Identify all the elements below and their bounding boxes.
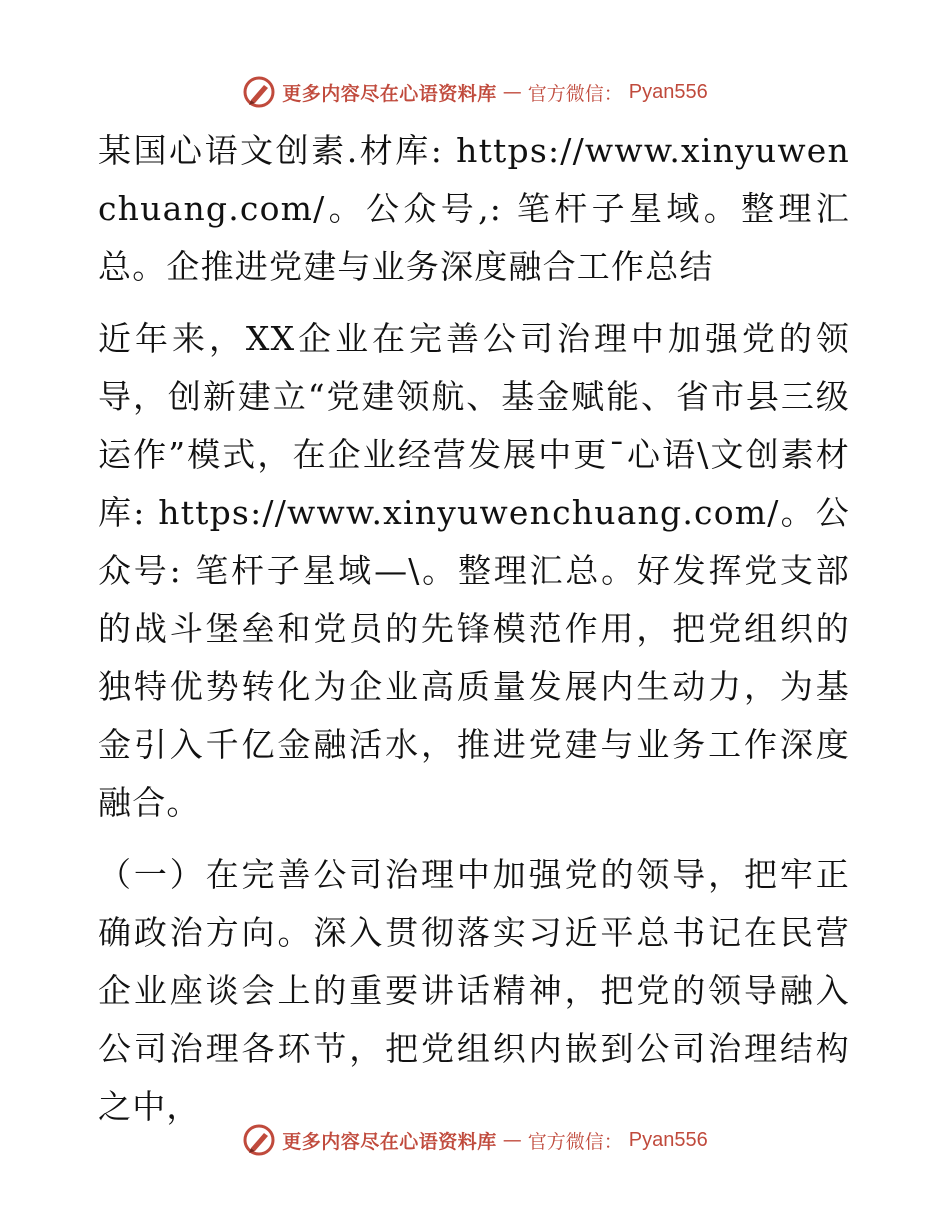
pen-logo-icon <box>242 75 276 109</box>
header-watermark-banner <box>0 70 950 114</box>
banner-wechat-label: 官方微信： <box>527 82 623 105</box>
paragraph-title: 某国心语文创素.材库: https://www.xinyuwenchuang.com/。公众号,: 笔杆子星域。整理汇总。企推进党建与业务深度融合工作总结 <box>98 131 850 286</box>
banner-text: 更多内容尽在心语资料库 <box>282 82 497 105</box>
footer-watermark-banner <box>0 1118 950 1162</box>
banner-text: 更多内容尽在心语资料库 <box>282 1130 497 1153</box>
banner-dash: — <box>502 1129 522 1151</box>
banner-wechat-label: 官方微信： <box>527 1130 623 1153</box>
paragraph-section-one: （一）在完善公司治理中加强党的领导，把牢正确政治方向。深入贯彻落实习近平总书记在民营企业座谈会上的重要讲话精神，把党的领导融入公司治理各环节，把党组织内嵌到公司治理结构之中， <box>98 855 850 1126</box>
document-body <box>98 122 850 1150</box>
banner-wechat-id: Pyan556 <box>628 1128 708 1151</box>
paragraph-intro: 近年来，XX企业在完善公司治理中加强党的领导，创新建立“党建领航、基金赋能、省市县三级运作”模式，在企业经营发展中更¯心语\文创素材库: https://www.xinyuwenchuang.com/。公众号: 笔杆子星域—\。整理汇总。好发挥党支部的战斗堡垒和党员的先锋模范作用，把党组织的独特优势转化为企业高质量发展内生动力，为基金引入千亿金融活水，推进党建与业务工作深度融合。 <box>98 319 850 822</box>
banner-wechat-id: Pyan556 <box>628 80 708 103</box>
banner-dash: — <box>502 81 522 103</box>
pen-logo-icon <box>242 1123 276 1157</box>
